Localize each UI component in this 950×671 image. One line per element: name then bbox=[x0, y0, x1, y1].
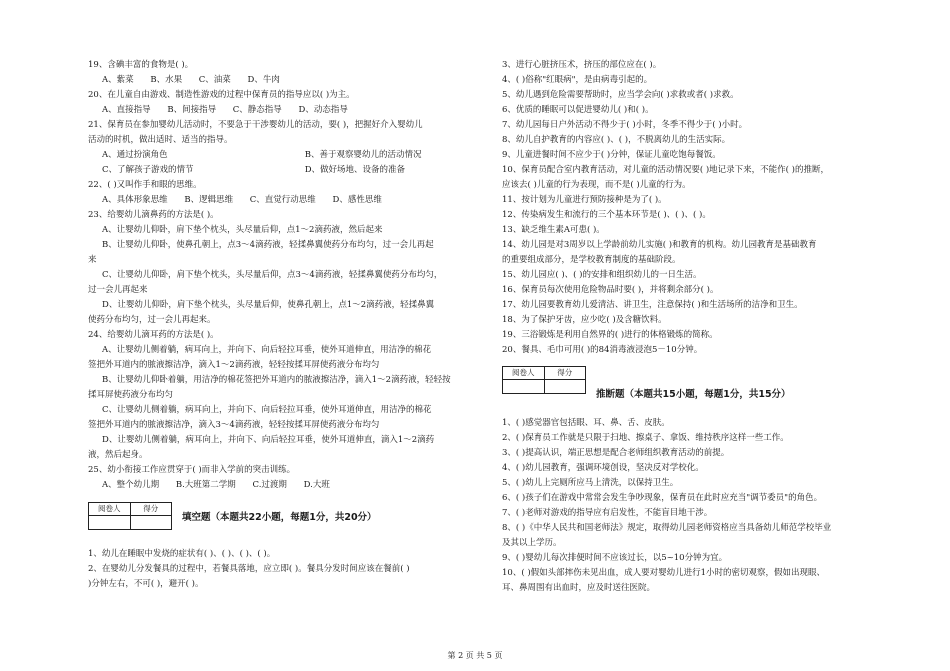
option: B、善于观察婴幼儿的活动情况 bbox=[304, 150, 422, 160]
judge-line: 5、( )幼儿上完厕所应马上清洗，以保持卫生。 bbox=[502, 478, 679, 488]
fill-line: 7、幼儿园每日户外活动不得少于( )小时，冬季不得少于( )小时。 bbox=[502, 120, 748, 130]
q24-option-a: A、让婴幼儿侧着躺，病耳向上，并向下、向后轻拉耳垂，使外耳道伸直，用洁净的棉花 bbox=[102, 345, 432, 355]
q24-option-d-cont: 液，然后起身。 bbox=[88, 450, 148, 460]
q24-option-c-cont: 签把外耳道内的脓液擦洁净，滴入3～4滴药液，轻轻按揉耳屏使药液分布均匀 bbox=[88, 420, 380, 430]
reviewer-label: 阅卷人 bbox=[98, 504, 121, 513]
q23-option-b-cont: 来 bbox=[88, 255, 97, 265]
judge-line: 7、( )老师对游戏的指导应有启发性，不能盲目地干涉。 bbox=[502, 508, 713, 518]
option: C、油菜 bbox=[198, 75, 231, 85]
q25-options bbox=[88, 478, 483, 493]
q23-option-d-cont: 使药分布均匀，过一会儿再起来。 bbox=[88, 315, 216, 325]
fill-line: 11、按计划为儿童进行预防接种是为了( )。 bbox=[502, 195, 667, 205]
judge-line: 8、( )《中华人民共和国老师法》规定，取得幼儿园老师资格应当具备幼儿师范学校毕业 bbox=[502, 523, 832, 533]
q20-options bbox=[88, 103, 483, 118]
judge-section-title: 推断题（本题共15小题，每题1分，共15分） bbox=[596, 389, 791, 400]
fill-line: 9、儿童进餐时间不应少于( )分钟，保证儿童吃饱每餐饭。 bbox=[502, 150, 721, 160]
q24-option-a-cont: 签把外耳道内的脓液擦洁净，滴入1～2滴药液，轻轻按揉耳屏使药液分布均匀 bbox=[88, 360, 380, 370]
q19-options bbox=[88, 73, 483, 88]
q24-option-c: C、让婴幼儿侧着躺，病耳向上，并向下、向后轻拉耳垂，使外耳道伸直，用洁净的棉花 bbox=[102, 405, 432, 415]
q21-options-row1 bbox=[88, 148, 483, 163]
fill-line: 10、保育员配合室内教育活动，对儿童的活动情况要( )地记录下来，不能作( )的推断， bbox=[502, 165, 829, 175]
q24-option-b: B、让婴幼儿仰卧着躺，用洁净的棉花签把外耳道内的脓液擦洁净，滴入1～2滴药液，轻轻按 bbox=[102, 375, 451, 385]
right-column bbox=[502, 58, 882, 596]
score-box bbox=[502, 366, 586, 394]
judge-line: 10、( )假如头部摔伤未见出血，成人要对婴幼儿进行1小时的密切观察，假如出现眼、 bbox=[502, 568, 826, 578]
fill-line: 4、( )俗称"红眼病"，是由病毒引起的。 bbox=[502, 75, 653, 85]
q23-option-b: B、让婴幼儿仰卧，使鼻孔朝上，点3～4滴药液，轻揉鼻翼使药分布均匀，过一会儿再起 bbox=[102, 240, 434, 250]
fill-q2: 2、在婴幼儿分发餐具的过程中，若餐具落地，应立即( )。餐具分发时间应该在餐前( ) bbox=[88, 564, 410, 574]
option: D、动态指导 bbox=[298, 105, 348, 115]
judge-line: 3、( )提高认识，端正思想是配合老师组织教育活动的前提。 bbox=[502, 448, 730, 458]
q21-stem: 21、保育员在参加婴幼儿活动时，不要急于干涉婴幼儿的活动，要( )，把握好介入婴幼儿 bbox=[88, 120, 423, 130]
fill-line: 18、为了保护牙齿，应少吃( )及含糖饮料。 bbox=[502, 315, 667, 325]
option: C、了解孩子游戏的情节 bbox=[102, 165, 194, 175]
q21-options-row2 bbox=[88, 163, 483, 178]
fill-q1: 1、幼儿在睡眠中发烧的症状有( )、( )、( )、( )。 bbox=[88, 549, 276, 559]
option: D、做好场地、设备的准备 bbox=[304, 165, 406, 175]
fill-section-title: 填空题（本题共22小题，每题1分，共20分） bbox=[182, 512, 377, 523]
option: D、感性思维 bbox=[332, 195, 382, 205]
fill-line: 6、优质的睡眠可以促进婴幼儿( )和( )。 bbox=[502, 105, 654, 115]
q23-stem: 23、给婴幼儿滴鼻药的方法是( )。 bbox=[88, 210, 219, 220]
fill-line: 5、幼儿遇到危险需要帮助时，应当学会向( )求救或者( )求救。 bbox=[502, 90, 739, 100]
fill-line: 17、幼儿园要教育幼儿爱清洁、讲卫生，注意保持( )和生活场所的洁净和卫生。 bbox=[502, 300, 803, 310]
q25-stem: 25、幼小衔接工作应贯穿于( )而非入学前的突击训练。 bbox=[88, 465, 296, 475]
option: C.过渡期 bbox=[252, 480, 287, 490]
judge-list bbox=[502, 416, 882, 596]
q24-option-b-cont: 揉耳屏使药液分布均匀 bbox=[88, 390, 174, 400]
q20-stem: 20、在儿童自由游戏、制造性游戏的过程中保育员的指导应以( )为主。 bbox=[88, 90, 355, 100]
option: A、通过扮演角色 bbox=[102, 150, 168, 160]
fill-line: 13、缺乏维生素A可患( )。 bbox=[502, 225, 605, 235]
judge-line: 2、( )保育员工作就是只限于扫地、擦桌子、拿饭、维持秩序这样一些工作。 bbox=[502, 433, 789, 443]
option: A、具体形象思维 bbox=[102, 195, 168, 205]
judge-line: 耳、鼻周围有出血时，应及时送往医院。 bbox=[502, 583, 656, 593]
q24-stem: 24、给婴幼儿滴耳药的方法是( )。 bbox=[88, 330, 219, 340]
fill-section-header bbox=[88, 501, 483, 531]
option: D、牛肉 bbox=[247, 75, 280, 85]
fill-line: 应该去( )儿童的行为表现，而不是( )儿童的行为。 bbox=[502, 180, 691, 190]
score-box bbox=[88, 502, 172, 530]
option: B、间接指导 bbox=[167, 105, 217, 115]
option: B.大班第二学期 bbox=[175, 480, 236, 490]
option: A、紫菜 bbox=[102, 75, 134, 85]
fill-line: 16、保育员每次使用危险物品时要( )，并将剩余部分( )。 bbox=[502, 285, 719, 295]
q24-option-d: D、让婴幼儿侧着躺，病耳向上，并向下、向后轻拉耳垂，使外耳道伸直，滴入1～2滴药 bbox=[102, 435, 435, 445]
q21-stem-cont: 活动的时机，做出适时、适当的指导。 bbox=[88, 135, 233, 145]
fill-line: 的重要组成部分，是学校教育制度的基础阶段。 bbox=[502, 255, 681, 265]
option: A、直接指导 bbox=[102, 105, 151, 115]
left-column bbox=[88, 58, 483, 592]
fill-line: 12、传染病发生和流行的三个基本环节是( )、( )、( )。 bbox=[502, 210, 711, 220]
option: C、直觉行动思维 bbox=[249, 195, 316, 205]
fill-line: 20、餐具、毛巾可用( )的84消毒液浸泡5－10分钟。 bbox=[502, 345, 703, 355]
option: C、静态指导 bbox=[232, 105, 282, 115]
fill-list bbox=[502, 58, 882, 358]
reviewer-label: 阅卷人 bbox=[512, 368, 535, 377]
fill-q2-cont: )分钟左右，不可( )，避开( )。 bbox=[88, 579, 204, 589]
judge-line: 1、( )感觉器官包括眼、耳、鼻、舌、皮肤。 bbox=[502, 418, 670, 428]
page-footer: 第 2 页 共 5 页 bbox=[447, 651, 503, 660]
judge-line: 9、( )婴幼儿每次排便时间不应该过长，以5~10分钟为宜。 bbox=[502, 553, 728, 563]
score-label: 得分 bbox=[544, 367, 586, 379]
fill-line: 19、三浴锻炼是利用自然界的( )进行的体格锻炼的简称。 bbox=[502, 330, 718, 340]
option: A、整个幼儿期 bbox=[102, 480, 160, 490]
score-label: 得分 bbox=[130, 503, 172, 515]
judge-line: 4、( )幼儿园教育，强调环境创设，坚决反对学校化。 bbox=[502, 463, 704, 473]
judge-line: 6、( )孩子们在游戏中常常会发生争吵现象，保育员在此时应充当"调节委员"的角色。 bbox=[502, 493, 823, 503]
judge-line: 及其以上学历。 bbox=[502, 538, 562, 548]
option: B、水果 bbox=[150, 75, 183, 85]
fill-line: 3、进行心脏挤压术，挤压的部位应在( )。 bbox=[502, 60, 662, 70]
option: D.大班 bbox=[303, 480, 330, 490]
fill-line: 8、幼儿自护教育的内容应( )、( )，不脱离幼儿的生活实际。 bbox=[502, 135, 731, 145]
judge-section-header bbox=[502, 366, 882, 400]
q19-stem: 19、含碘丰富的食物是( )。 bbox=[88, 60, 194, 70]
fill-line: 14、幼儿园是对3周岁以上学龄前幼儿实施( )和教育的机构。幼儿园教育是基础教育 bbox=[502, 240, 817, 250]
fill-line: 15、幼儿园应( )、( )的安排和组织幼儿的一日生活。 bbox=[502, 270, 702, 280]
q23-option-d: D、让婴幼儿仰卧，肩下垫个枕头，头尽量后仰，使鼻孔朝上，点1～2滴药液，轻揉鼻翼 bbox=[102, 300, 435, 310]
q22-options bbox=[88, 193, 483, 208]
option: B、逻辑思维 bbox=[184, 195, 234, 205]
q23-option-a: A、让婴幼儿仰卧，肩下垫个枕头，头尽量后仰，点1～2滴药液，然后起来 bbox=[102, 225, 383, 235]
q23-option-c-cont: 过一会儿再起来 bbox=[88, 285, 148, 295]
q23-option-c: C、让婴幼儿仰卧，肩下垫个枕头，头尽量后仰，点3～4滴药液，轻揉鼻翼使药分布均匀， bbox=[102, 270, 443, 280]
q22-stem: 22、( )又叫作手和眼的思维。 bbox=[88, 180, 202, 190]
